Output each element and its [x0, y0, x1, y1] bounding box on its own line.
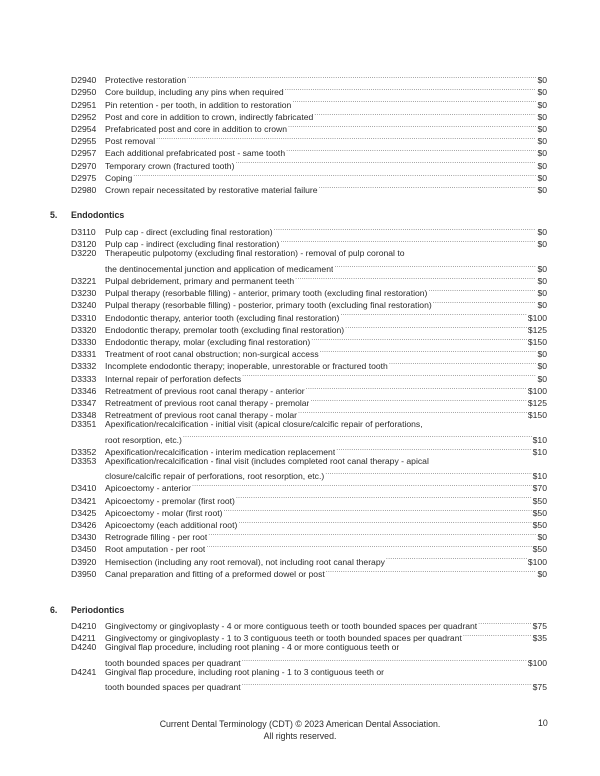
entry-line [71, 467, 547, 482]
dot-leader [295, 272, 536, 284]
entry-line [71, 235, 547, 250]
entry-line [71, 95, 547, 110]
procedure-code: D3410 [71, 483, 97, 494]
section-number: 6. [50, 605, 58, 615]
fee-entry [71, 308, 547, 323]
fee-amount: $100 [527, 556, 547, 567]
fee-amount: $0 [537, 263, 547, 274]
fee-entry [71, 132, 547, 147]
procedure-description: Endodontic therapy, molar (excluding final restoration) [105, 336, 311, 347]
fee-amount: $0 [537, 184, 547, 195]
entry-line [71, 629, 547, 644]
entry-line [71, 479, 547, 494]
procedure-code: D3348 [71, 410, 97, 421]
procedure-description: Post and core in addition to crown, indirectly fabricated [105, 111, 314, 122]
fee-amount: $0 [537, 111, 547, 122]
procedure-code: D2980 [71, 184, 97, 195]
fee-entry [71, 565, 547, 577]
dot-leader [386, 552, 527, 564]
fee-amount: $70 [532, 483, 547, 494]
procedure-description: Each additional prefabricated post - same tooth [105, 148, 286, 159]
entry-line [71, 394, 547, 406]
fee-entry [71, 455, 547, 482]
procedure-description: Gingival flap procedure, including root planing - 1 to 3 contiguous teeth or [105, 666, 384, 677]
procedure-code: D3353 [71, 455, 97, 466]
fee-entry [71, 528, 547, 543]
procedure-description: Retreatment of previous root canal therapy - premolar [105, 397, 310, 408]
dot-leader [133, 169, 536, 181]
entry-line [71, 296, 547, 311]
procedure-code: D2950 [71, 87, 97, 98]
procedure-code: D3120 [71, 239, 97, 250]
entry-line [71, 528, 547, 543]
entry-line [71, 540, 547, 555]
fee-amount: $0 [537, 123, 547, 134]
dot-leader [238, 516, 531, 528]
entry-line [71, 260, 547, 272]
fee-entry [71, 552, 547, 567]
entry-line [71, 108, 547, 120]
fee-amount: $75 [532, 621, 547, 632]
fee-entry [71, 666, 547, 693]
section-heading [50, 210, 124, 220]
dot-leader [433, 296, 537, 308]
dot-leader [389, 357, 537, 369]
dot-leader [311, 333, 527, 345]
entry-line [71, 83, 547, 98]
procedure-description: Incomplete endodontic therapy; inoperable, unrestorable or fractured tooth [105, 361, 388, 372]
procedure-description: Gingivectomy or gingivoplasty - 4 or more contiguous teeth or tooth bounded spaces per quadrant [105, 621, 478, 632]
fee-entry [71, 71, 547, 86]
procedure-description: Retreatment of previous root canal therapy - molar [105, 410, 298, 421]
fee-entry [71, 235, 547, 250]
procedure-code: D2970 [71, 160, 97, 171]
procedure-code: D3320 [71, 324, 97, 335]
dot-leader [192, 479, 532, 491]
fee-amount: $0 [537, 172, 547, 183]
procedure-code: D4241 [71, 666, 97, 677]
fee-entry [71, 83, 547, 98]
entry-line [71, 181, 547, 193]
procedure-description: Apicoectomy - molar (first root) [105, 507, 223, 518]
fee-amount: $35 [532, 633, 547, 644]
fee-amount: $0 [537, 568, 547, 579]
procedure-description: Pulp cap - direct (excluding final restoration) [105, 227, 273, 238]
fee-entry [71, 491, 547, 506]
procedure-code: D3347 [71, 397, 97, 408]
entry-line [71, 516, 547, 528]
fee-amount: $10 [532, 471, 547, 482]
fee-entry [71, 345, 547, 360]
copyright-line-2: All rights reserved. [263, 731, 337, 741]
dot-leader [298, 406, 527, 418]
procedure-code: D3450 [71, 544, 97, 555]
section-title: Endodontics [71, 210, 125, 220]
dot-leader [183, 430, 532, 442]
dot-leader [274, 223, 537, 235]
section-title: Periodontics [71, 605, 125, 615]
procedure-description: Crown repair necessitated by restorative material failure [105, 184, 318, 195]
fee-amount: $0 [537, 87, 547, 98]
procedure-description: closure/calcific repair of perforations, root resorption, etc.) [105, 471, 325, 482]
fee-entry [71, 296, 547, 311]
procedure-code: D2951 [71, 99, 97, 110]
entry-line [71, 406, 547, 421]
procedure-description: Apicoectomy - premolar (first root) [105, 495, 235, 506]
procedure-code: D4211 [71, 633, 96, 644]
fee-amount: $0 [537, 160, 547, 171]
fee-amount: $150 [527, 336, 547, 347]
procedure-code: D3950 [71, 568, 97, 579]
procedure-code: D2954 [71, 123, 97, 134]
procedure-code: D4240 [71, 642, 97, 653]
entry-line [71, 617, 547, 632]
entry-line [71, 272, 547, 284]
page-number: 10 [538, 718, 548, 728]
entry-line [71, 552, 547, 567]
procedure-description: Apexification/recalcification - initial visit (apical closure/calcific repair of perforations, [105, 419, 423, 430]
dot-leader [242, 654, 527, 666]
procedure-description: Endodontic therapy, premolar tooth (excluding final restoration) [105, 324, 345, 335]
fee-amount: $75 [532, 682, 547, 693]
fee-amount: $0 [537, 148, 547, 159]
entry-line [71, 654, 547, 666]
fee-entry [71, 169, 547, 181]
procedure-description: Post removal [105, 136, 156, 147]
dot-leader [428, 284, 536, 296]
procedure-description: Apexification/recalcification - interim medication replacement [105, 446, 336, 457]
entry-line [71, 156, 547, 171]
procedure-description: Pulpal therapy (resorbable filling) - posterior, primary tooth (excluding final restoration) [105, 300, 432, 311]
fee-amount: $0 [537, 288, 547, 299]
procedure-code: D3310 [71, 312, 97, 323]
procedure-description: Canal preparation and fitting of a preformed dowel or post [105, 568, 325, 579]
procedure-description: Therapeutic pulpotomy (excluding final restoration) - removal of pulp coronal to [105, 248, 405, 259]
fee-amount: $125 [527, 324, 547, 335]
fee-entry [71, 641, 547, 668]
fee-entry [71, 443, 547, 455]
fee-amount: $0 [537, 532, 547, 543]
procedure-code: D2952 [71, 111, 97, 122]
procedure-code: D3351 [71, 419, 97, 430]
fee-entry [71, 394, 547, 406]
fee-entry [71, 144, 547, 159]
procedure-code: D3221 [71, 275, 97, 286]
fee-amount: $10 [532, 434, 547, 445]
procedure-description: Protective restoration [105, 75, 187, 86]
dot-leader [187, 71, 536, 83]
fee-amount: $0 [537, 239, 547, 250]
procedure-description: Pulp cap - indirect (excluding final restoration) [105, 239, 280, 250]
dot-leader [340, 308, 526, 320]
entry-line [71, 247, 547, 259]
procedure-code: D3110 [71, 227, 96, 238]
procedure-code: D3426 [71, 519, 97, 530]
fee-entry [71, 406, 547, 421]
section-number: 5. [50, 210, 58, 220]
entry-line [71, 678, 547, 693]
entry-line [71, 382, 547, 394]
entry-line [71, 565, 547, 577]
fee-entry [71, 284, 547, 299]
footer-copyright [0, 718, 600, 742]
procedure-description: tooth bounded spaces per quadrant [105, 682, 241, 693]
procedure-code: D3330 [71, 336, 97, 347]
procedure-description: Internal repair of perforation defects [105, 373, 242, 384]
procedure-code: D2955 [71, 136, 97, 147]
fee-entry [71, 504, 547, 516]
procedure-description: the dentinocemental junction and application of medicament [105, 263, 334, 274]
dot-leader [235, 156, 536, 168]
fee-entry [71, 629, 547, 644]
entry-line [71, 321, 547, 333]
entry-line [71, 504, 547, 516]
dot-leader [310, 394, 526, 406]
procedure-description: Endodontic therapy, anterior tooth (excluding final restoration) [105, 312, 340, 323]
dot-leader [285, 83, 537, 95]
procedure-code: D3331 [71, 349, 97, 360]
entry-line [71, 430, 547, 445]
procedure-code: D3352 [71, 446, 97, 457]
dot-leader [223, 504, 531, 516]
fee-amount: $0 [537, 349, 547, 360]
procedure-code: D3240 [71, 300, 97, 311]
entry-line [71, 418, 547, 430]
procedure-description: Retreatment of previous root canal therapy - anterior [105, 385, 305, 396]
dot-leader [463, 629, 532, 641]
procedure-description: tooth bounded spaces per quadrant [105, 657, 241, 668]
fee-entry [71, 479, 547, 494]
dot-leader [292, 95, 536, 107]
dot-leader [306, 382, 527, 394]
fee-entry [71, 617, 547, 632]
dot-leader [280, 235, 536, 247]
entry-line [71, 132, 547, 147]
fee-amount: $100 [527, 385, 547, 396]
entry-line [71, 345, 547, 360]
procedure-description: root resorption, etc.) [105, 434, 182, 445]
procedure-description: Gingival flap procedure, including root planing - 4 or more contiguous teeth or [105, 642, 400, 653]
entry-line [71, 357, 547, 372]
fee-entry [71, 540, 547, 555]
dot-leader [325, 467, 531, 479]
fee-amount: $50 [532, 495, 547, 506]
fee-entry [71, 418, 547, 445]
dot-leader [336, 443, 531, 455]
section-heading [50, 605, 124, 615]
procedure-description: Hemisection (including any root removal), not including root canal therapy [105, 556, 385, 567]
procedure-description: Pulpal debridement, primary and permanent teeth [105, 275, 295, 286]
dot-leader [314, 108, 536, 120]
entry-line [71, 666, 547, 678]
procedure-code: D2940 [71, 75, 97, 86]
procedure-code: D3332 [71, 361, 97, 372]
dot-leader [206, 540, 531, 552]
procedure-code: D3430 [71, 532, 97, 543]
procedure-description: Gingivectomy or gingivoplasty - 1 to 3 contiguous teeth or tooth bounded spaces per quadrant [105, 633, 462, 644]
entry-line [71, 308, 547, 323]
copyright-line-1: Current Dental Terminology (CDT) © 2023 American Dental Association. [159, 719, 441, 729]
procedure-code: D3333 [71, 373, 97, 384]
procedure-code: D3230 [71, 288, 97, 299]
fee-entry [71, 120, 547, 132]
procedure-description: Pulpal therapy (resorbable filling) - anterior, primary tooth (excluding final restoration) [105, 288, 428, 299]
fee-amount: $50 [532, 519, 547, 530]
fee-entry [71, 321, 547, 333]
entry-line [71, 169, 547, 181]
dot-leader [288, 120, 536, 132]
procedure-code: D3920 [71, 556, 97, 567]
procedure-code: D3220 [71, 248, 97, 259]
fee-entry [71, 516, 547, 528]
fee-entry [71, 369, 547, 384]
fee-amount: $0 [537, 300, 547, 311]
fee-amount: $0 [537, 275, 547, 286]
fee-entry [71, 247, 547, 274]
fee-entry [71, 382, 547, 394]
fee-amount: $100 [527, 657, 547, 668]
procedure-description: Core buildup, including any pins when required [105, 87, 284, 98]
fee-entry [71, 357, 547, 372]
dot-leader [236, 491, 532, 503]
procedure-description: Pin retention - per tooth, in addition to restoration [105, 99, 292, 110]
dot-leader [319, 181, 537, 193]
entry-line [71, 333, 547, 345]
entry-line [71, 120, 547, 132]
dot-leader [334, 260, 536, 272]
fee-amount: $0 [537, 99, 547, 110]
procedure-description: Retrograde filling - per root [105, 532, 208, 543]
dot-leader [242, 678, 532, 690]
fee-entry [71, 181, 547, 193]
procedure-description: Coping [105, 172, 133, 183]
entry-line [71, 144, 547, 159]
fee-amount: $50 [532, 544, 547, 555]
fee-amount: $150 [527, 410, 547, 421]
procedure-code: D3421 [71, 495, 97, 506]
procedure-code: D2975 [71, 172, 97, 183]
fee-entry [71, 333, 547, 345]
entry-line [71, 443, 547, 455]
procedure-description: Temporary crown (fractured tooth) [105, 160, 235, 171]
dot-leader [208, 528, 536, 540]
procedure-code: D2957 [71, 148, 97, 159]
fee-amount: $10 [532, 446, 547, 457]
entry-line [71, 223, 547, 238]
procedure-code: D3425 [71, 507, 97, 518]
procedure-description: Treatment of root canal obstruction; non-surgical access [105, 349, 319, 360]
entry-line [71, 284, 547, 299]
procedure-description: Apicoectomy - anterior [105, 483, 191, 494]
procedure-description: Prefabricated post and core in addition to crown [105, 123, 288, 134]
dot-leader [320, 345, 537, 357]
entry-line [71, 71, 547, 86]
fee-amount: $0 [537, 373, 547, 384]
dot-leader [345, 321, 527, 333]
procedure-code: D3346 [71, 385, 97, 396]
dot-leader [156, 132, 536, 144]
fee-entry [71, 223, 547, 238]
fee-amount: $125 [527, 397, 547, 408]
dot-leader [326, 565, 537, 577]
fee-entry [71, 156, 547, 171]
fee-entry [71, 272, 547, 284]
fee-amount: $0 [537, 227, 547, 238]
fee-entry [71, 95, 547, 110]
entry-line [71, 641, 547, 653]
procedure-description: Apexification/recalcification - final visit (includes completed root canal therapy - apical [105, 455, 429, 466]
dot-leader [242, 369, 536, 381]
procedure-code: D4210 [71, 621, 97, 632]
entry-line [71, 491, 547, 506]
entry-line [71, 455, 547, 467]
dot-leader [478, 617, 532, 629]
fee-amount: $0 [537, 361, 547, 372]
procedure-description: Apicoectomy (each additional root) [105, 519, 238, 530]
dot-leader [286, 144, 536, 156]
fee-amount: $100 [527, 312, 547, 323]
entry-line [71, 369, 547, 384]
fee-amount: $0 [537, 136, 547, 147]
fee-amount: $0 [537, 75, 547, 86]
procedure-description: Root amputation - per root [105, 544, 206, 555]
fee-amount: $50 [532, 507, 547, 518]
fee-entry [71, 108, 547, 120]
